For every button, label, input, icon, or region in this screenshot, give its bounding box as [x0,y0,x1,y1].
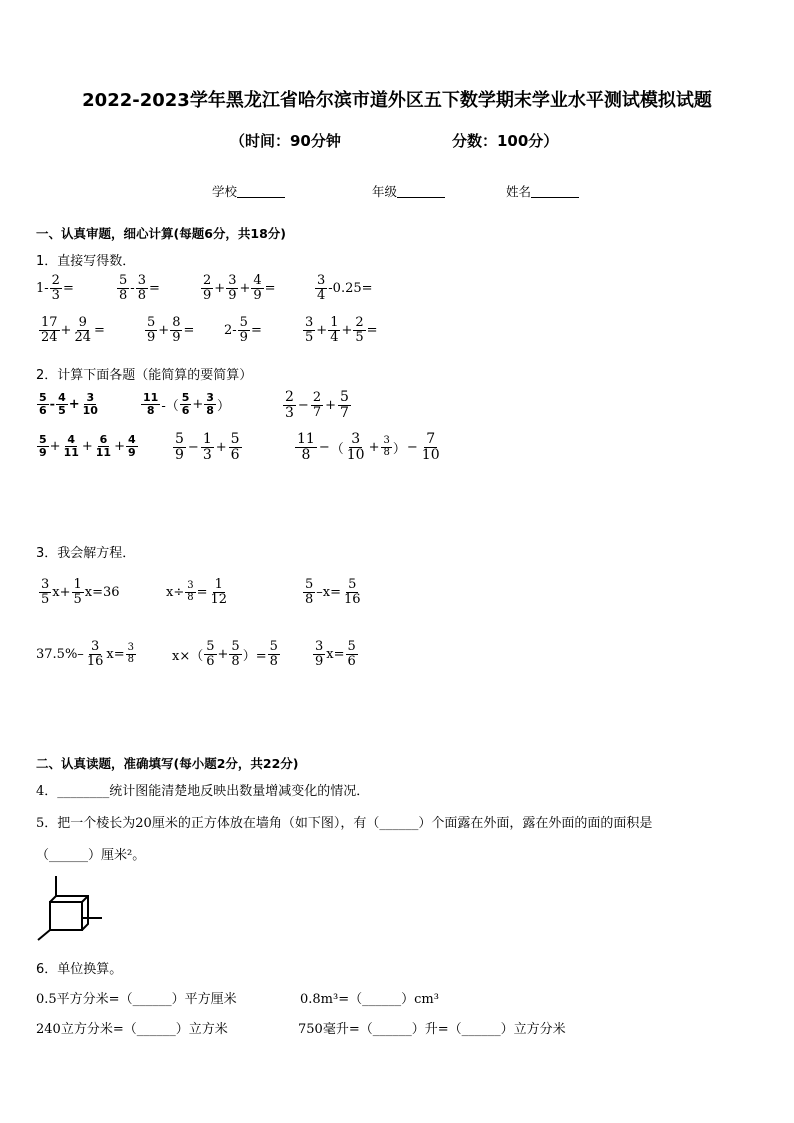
fraction: $\frac{4}{11}$ [63,433,79,459]
expr-text: x=36 [84,584,120,600]
school-label: 学校 [212,184,238,199]
fraction: $\frac{5}{8}$ [119,273,128,303]
q1-expr-e [38,316,105,344]
q1-expr-d [314,274,373,302]
expr-text: - [130,280,135,296]
page-title: 2022-2023学年黑龙江省哈尔滨市道外区五下数学期末学业水平测试模拟试题 [82,90,712,111]
expr-text: = [196,584,208,600]
fraction: $\frac{3}{4}$ [317,273,326,303]
expr-text: + [158,322,170,338]
fraction: $\frac{11}{8}$ [143,391,159,417]
expr-text: = [94,322,105,338]
expr-text: + [341,322,353,338]
expr-text: = [183,322,195,338]
q1-expr-g [224,316,262,344]
fraction: $\frac{2}{3}$ [51,273,60,303]
fraction: $\frac{3}{8}$ [127,642,134,665]
fraction: $\frac{2}{3}$ [285,389,294,421]
fraction: $\frac{5}{9}$ [147,315,156,345]
expr-text: − [187,439,199,455]
expr-text: 2- [224,322,237,338]
fraction: $\frac{5}{8}$ [269,639,278,669]
expr-text: + [192,396,204,412]
expr-text: + [68,396,80,412]
fraction: $\frac{3}{8}$ [383,435,390,458]
expr-text: = [264,280,276,296]
expr-text: = [148,280,160,296]
school-field[interactable] [212,182,285,200]
fraction: $\frac{5}{6}$ [206,639,215,669]
expr-text: − [318,439,330,455]
fraction: $\frac{4}{5}$ [58,391,66,417]
fraction: $\frac{5}{9}$ [175,431,184,463]
fraction: $\frac{3}{9}$ [315,639,324,669]
expr-text: + [214,280,226,296]
expr-text: -0.25= [328,280,373,296]
q2-expr-e [172,432,243,462]
fraction: $\frac{5}{6}$ [39,391,47,417]
fraction: $\frac{3}{8}$ [187,580,194,603]
expr-text: （ [330,441,344,457]
fraction: $\frac{6}{11}$ [95,433,112,459]
expr-text: − [297,397,309,413]
q6-conversion-1: 0.5平方分米=（______）平方厘米 [36,992,237,1007]
expr-text: x= [106,646,125,662]
expr-text: + [325,397,337,413]
expr-text: - [49,396,56,412]
expr-text: + [239,280,251,296]
expr-text: –x= [316,584,342,600]
expr-text: x×（ [172,648,204,664]
expr-text: + [114,438,125,454]
expr-text: = [366,322,378,338]
q2-expr-d [36,434,139,458]
fraction: $\frac{1}{5}$ [73,577,82,607]
expr-text: + [60,322,72,338]
fraction: $\frac{1}{4}$ [330,315,339,345]
q6-conversion-4: 750毫升=（______）升=（______）立方分米 [298,1022,566,1037]
fraction: $\frac{8}{9}$ [172,315,181,345]
q2-expr-f [294,432,443,462]
q1-expr-h [302,316,378,344]
grade-label: 年级 [372,184,398,199]
question-5-continued: （______）厘米²。 [36,848,146,863]
grade-field[interactable] [372,182,445,200]
fraction: $\frac{5}{8}$ [305,577,314,607]
question-6: 6．单位换算。 [36,962,123,977]
fraction: $\frac{5}{9}$ [39,433,47,459]
expr-text: + [368,439,380,455]
expr-text: + [316,322,328,338]
fraction: $\frac{5}{6}$ [181,391,190,417]
expr-text: + [81,438,93,454]
q1-expr-f [144,316,194,344]
question-4: 4．________统计图能清楚地反映出数量增减变化的情况． [36,784,370,799]
exam-time: （时间：90分钟 [230,132,341,150]
fraction: $\frac{3}{16}$ [86,639,104,669]
fraction: $\frac{5}{6}$ [230,431,240,463]
fraction: $\frac{3}{8}$ [137,273,146,303]
cube-in-corner-diagram [36,874,106,942]
fraction: $\frac{1}{12}$ [210,577,228,607]
fraction: $\frac{2}{7}$ [312,390,322,420]
q1-expr-c [200,274,276,302]
fraction: $\frac{4}{9}$ [253,273,262,303]
expr-text: + [215,439,227,455]
q3-equation-f [312,640,359,668]
q3-equation-e [172,640,281,668]
expr-text: = [62,280,74,296]
fraction: $\frac{7}{10}$ [421,431,440,463]
fraction: $\frac{2}{5}$ [355,315,364,345]
q3-equation-d [36,640,137,668]
fraction: $\frac{5}{9}$ [239,315,248,345]
question-2: 2．计算下面各题（能简算的要简算） [36,368,253,383]
question-1: 1．直接写得数． [36,254,136,269]
question-5: 5．把一个棱长为20厘米的正方体放在墙角（如下图），有（______）个面露在外面，露在外面的面的面积是 [36,816,653,831]
name-label: 姓名 [506,184,532,199]
q1-expr-b [116,274,160,302]
section1-heading: 一、认真审题，细心计算(每题6分，共18分) [36,226,287,241]
question-3: 3．我会解方程． [36,546,136,561]
fraction: $\frac{1}{3}$ [202,431,212,463]
q6-conversion-2: 0.8m³=（______）cm³ [300,992,439,1007]
fraction: $\frac{4}{9}$ [128,433,136,459]
expr-text: -（ [161,398,179,414]
q3-equation-c [302,578,364,606]
q1-expr-a [36,274,74,302]
fraction: $\frac{5}{8}$ [231,639,240,669]
expr-text: x÷ [166,584,185,600]
q2-expr-b [140,392,230,416]
school-blank[interactable] [237,185,285,198]
fraction: $\frac{17}{24}$ [41,315,58,345]
expr-text: 1- [36,280,49,296]
fraction: $\frac{3}{10}$ [82,391,98,417]
fraction: $\frac{5}{6}$ [347,639,356,669]
expr-text: − [406,439,418,455]
q2-expr-c [282,390,352,420]
section2-heading: 二、认真读题，准确填写(每小题2分，共22分) [36,756,299,771]
fraction: $\frac{2}{9}$ [203,273,212,303]
expr-text: + [49,438,61,454]
fraction: $\frac{9}{24}$ [74,315,91,345]
expr-text: x= [326,646,345,662]
fraction: $\frac{5}{16}$ [344,577,361,607]
fraction: $\frac{11}{8}$ [297,431,315,463]
fraction: $\frac{3}{8}$ [206,391,214,417]
expr-text: ） [392,441,406,457]
fraction: $\frac{3}{5}$ [305,315,314,345]
exam-score: 分数：100分） [452,132,559,150]
expr-text: x+ [52,584,71,600]
fraction: $\frac{3}{9}$ [228,273,237,303]
name-field[interactable] [506,182,579,200]
q3-equation-b [166,578,230,606]
grade-blank[interactable] [397,185,445,198]
expr-text: ）= [242,648,267,664]
expr-text: 37.5%– [36,646,84,662]
expr-text: + [217,646,229,662]
expr-text: = [250,322,262,338]
q2-expr-a [36,392,101,416]
expr-text: ） [216,398,230,414]
q6-conversion-3: 240立方分米=（______）立方米 [36,1022,228,1037]
name-blank[interactable] [531,185,579,198]
fraction: $\frac{3}{10}$ [346,431,365,463]
q3-equation-a [38,578,120,606]
fraction: $\frac{3}{5}$ [41,577,50,607]
fraction: $\frac{5}{7}$ [340,389,349,421]
